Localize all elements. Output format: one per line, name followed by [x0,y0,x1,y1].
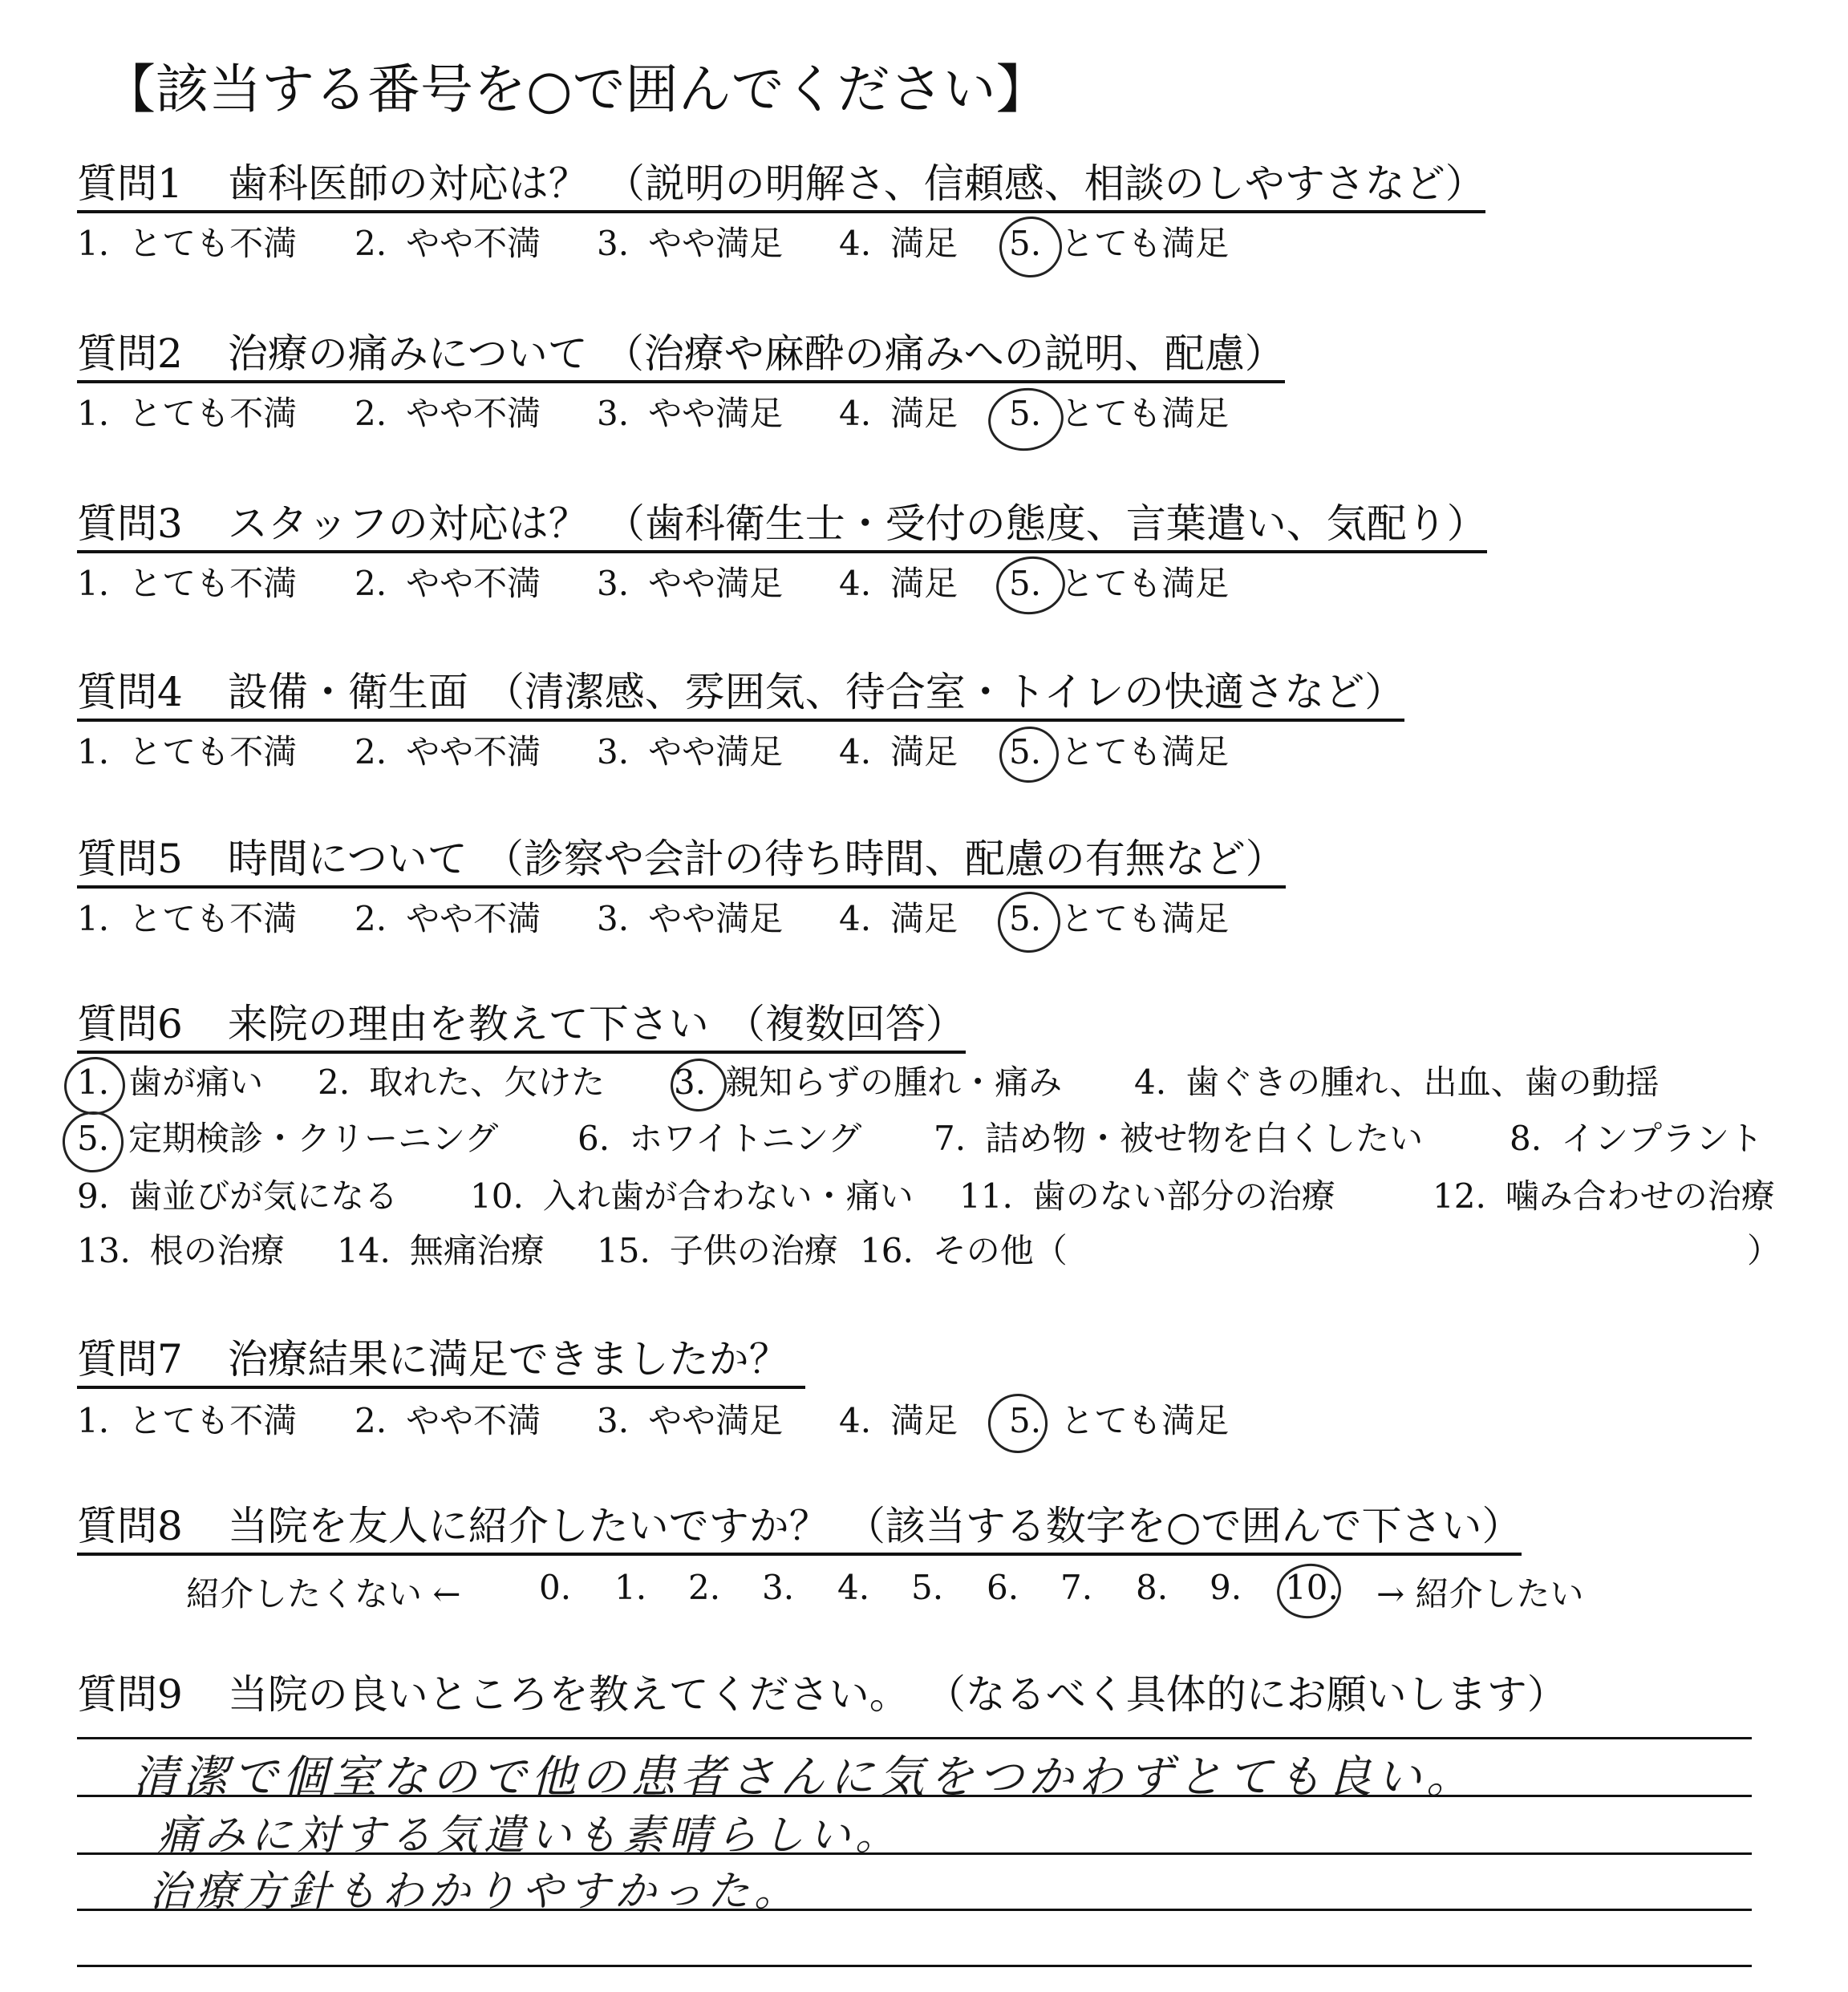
option-1[interactable]: 1. とても不満 [77,564,298,603]
question-3-heading [77,499,1487,553]
scale-left-label: 紹介したくない ← [186,1574,461,1613]
q6-option-4[interactable]: 4. 歯ぐきの腫れ、出血、歯の動揺 [1134,1063,1660,1102]
q6-option-13[interactable]: 13. 根の治療 [77,1231,285,1270]
scale-5[interactable]: 5. [911,1568,944,1607]
question-text: スタッフの対応は？ [227,500,589,547]
option-5[interactable]: 5. とても満足 [1009,732,1230,771]
question-text: 当院の良いところを教えてください。 [227,1671,910,1718]
option-3[interactable]: 3. やや満足 [597,224,784,263]
question-detail: （なるべく具体的にお願いします） [925,1671,1567,1718]
option-5[interactable]: 5. とても満足 [1009,224,1230,263]
scale-9[interactable]: 9. [1210,1568,1242,1607]
option-3[interactable]: 3. やや満足 [597,1401,784,1440]
question-detail: （該当する数字を○で囲んで下さい） [845,1503,1522,1549]
question-detail: （説明の明解さ、信頼感、相談のしやすさなど） [604,160,1485,207]
option-4[interactable]: 4. 満足 [839,564,958,603]
scale-2[interactable]: 2. [688,1568,721,1607]
answer-line [77,1965,1752,1967]
option-2[interactable]: 2. やや不満 [355,732,541,771]
question-number: 質問1 [77,160,183,207]
option-5[interactable]: 5. とても満足 [1009,394,1230,433]
question-number: 質問5 [77,836,183,882]
option-4[interactable]: 4. 満足 [839,1401,958,1440]
question-number: 質問7 [77,1336,183,1383]
question-detail: （歯科衛生士・受付の態度、言葉遣い、気配り） [604,500,1487,547]
question-text: 治療の痛みについて [227,330,588,377]
form-title: 【該当する番号を○で囲んでください】 [103,59,1049,120]
question-number: 質問8 [77,1503,183,1549]
close-paren: ） [1747,1231,1781,1270]
question-8-heading [77,1501,1522,1556]
option-2[interactable]: 2. やや不満 [355,899,541,938]
scale-right-label: → 紹介したい [1376,1574,1584,1613]
option-4[interactable]: 4. 満足 [839,224,958,263]
option-3[interactable]: 3. やや満足 [597,394,784,433]
option-1[interactable]: 1. とても不満 [77,394,298,433]
question-1-heading [77,159,1485,213]
option-1[interactable]: 1. とても不満 [77,224,298,263]
question-text: 歯科医師の対応は？ [227,160,589,207]
scale-10[interactable]: 10. [1285,1568,1339,1607]
q6-option-5[interactable]: 5. 定期検診・クリーニング [77,1119,499,1158]
option-4[interactable]: 4. 満足 [839,899,958,938]
question-detail: （清潔感、雰囲気、待合室・トイレの快適さなど） [484,669,1405,715]
option-4[interactable]: 4. 満足 [839,732,958,771]
q6-option-2[interactable]: 2. 取れた、欠けた [318,1063,606,1102]
option-4[interactable]: 4. 満足 [839,394,958,433]
option-5[interactable]: 5. とても満足 [1009,899,1230,938]
handwritten-answer-line-1: 清潔で個室なので他の患者さんに気をつかわずとても良い。 [133,1751,1476,1804]
question-2-heading [77,329,1285,383]
option-2[interactable]: 2. やや不満 [355,224,541,263]
question-number: 質問3 [77,500,183,547]
handwritten-answer-line-3: 治療方針もわかりやすかった。 [149,1868,801,1916]
question-number: 質問2 [77,330,183,377]
question-4-heading [77,667,1404,722]
q6-option-8[interactable]: 8. インプラント [1510,1119,1764,1158]
q6-option-6[interactable]: 6. ホワイトニング [578,1119,862,1158]
q6-option-15[interactable]: 15. 子供の治療 [597,1231,838,1270]
scale-3[interactable]: 3. [762,1568,795,1607]
q6-option-9[interactable]: 9. 歯並びが気になる [77,1176,399,1216]
scale-4[interactable]: 4. [837,1568,870,1607]
option-3[interactable]: 3. やや満足 [597,732,784,771]
q6-option-10[interactable]: 10. 入れ歯が合わない・痛い [470,1176,914,1216]
scale-6[interactable]: 6. [987,1568,1019,1607]
question-text: 当院を友人に紹介したいですか？ [227,1503,829,1549]
question-detail: （複数回答） [724,1001,966,1047]
question-text: 時間について [227,836,468,882]
option-3[interactable]: 3. やや満足 [597,899,784,938]
option-2[interactable]: 2. やや不満 [355,394,541,433]
question-detail: （診察や会計の待ち時間、配慮の有無など） [483,836,1286,882]
question-text: 治療結果に満足できましたか？ [227,1336,789,1383]
q6-option-12[interactable]: 12. 噛み合わせの治療 [1433,1176,1775,1216]
q6-option-1[interactable]: 1. 歯が痛い [77,1063,264,1102]
option-1[interactable]: 1. とても不満 [77,1401,298,1440]
scale-7[interactable]: 7. [1060,1568,1093,1607]
q6-option-7[interactable]: 7. 詰め物・被せ物を白くしたい [934,1119,1424,1158]
question-7-heading [77,1334,805,1389]
option-1[interactable]: 1. とても不満 [77,732,298,771]
option-2[interactable]: 2. やや不満 [355,564,541,603]
q6-option-14[interactable]: 14. 無痛治療 [337,1231,545,1270]
option-2[interactable]: 2. やや不満 [355,1401,541,1440]
scale-8[interactable]: 8. [1136,1568,1169,1607]
question-9-heading [77,1670,1567,1721]
option-5[interactable]: 5. とても満足 [1009,1401,1230,1440]
question-number: 質問9 [77,1671,183,1718]
option-5[interactable]: 5. とても満足 [1009,564,1230,603]
q6-option-16[interactable]: 16. その他（ [860,1231,1068,1270]
handwritten-answer-line-2: 痛みに対する気遣いも素晴らしい。 [157,1812,902,1860]
scale-1[interactable]: 1. [614,1568,647,1607]
question-text: 来院の理由を教えて下さい [227,1001,709,1047]
question-detail: （治療や麻酔の痛みへの説明、配慮） [603,330,1285,377]
question-text: 設備・衛生面 [227,669,468,715]
question-number: 質問6 [77,1001,183,1047]
answer-line [77,1737,1752,1739]
option-3[interactable]: 3. やや満足 [597,564,784,603]
q6-option-11[interactable]: 11. 歯のない部分の治療 [959,1176,1335,1216]
option-1[interactable]: 1. とても不満 [77,899,298,938]
scale-0[interactable]: 0. [539,1568,572,1607]
question-6-heading [77,999,966,1054]
question-5-heading [77,834,1286,889]
question-number: 質問4 [77,669,183,715]
q6-option-3[interactable]: 3. 親知らずの腫れ・痛み [674,1063,1063,1102]
